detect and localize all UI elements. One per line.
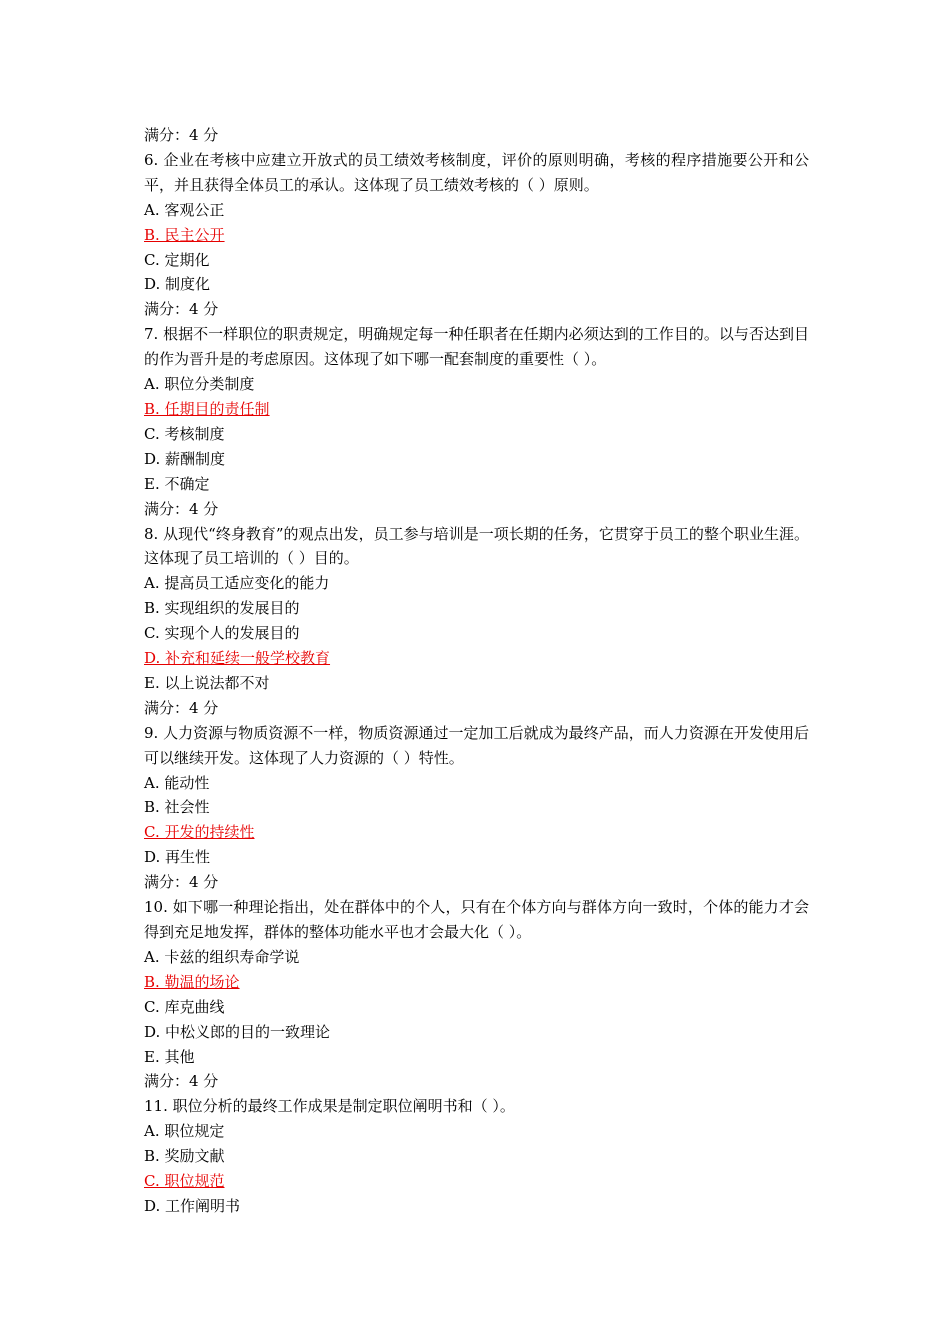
correct-answer-option: B. 任期目的责任制 [144,399,270,418]
question-text: 10. 如下哪一种理论指出，处在群体中的个人，只有在个体方向与群体方向一致时，个体的能力才会得到充足地发挥，群体的整体功能水平也才会最大化（ ）。 [144,898,809,941]
answer-option: E. 不确定 [144,474,210,493]
answer-option: E. 其他 [144,1047,195,1066]
answer-option: A. 卡兹的组织寿命学说 [144,947,300,966]
correct-answer-option: B. 勒温的场论 [144,972,240,991]
score-line: 满分：4 分 [144,873,219,892]
answer-option: E. 以上说法都不对 [144,673,270,692]
score-line: 满分：4 分 [144,698,219,717]
answer-option: C. 实现个人的发展目的 [144,624,300,643]
answer-option: D. 薪酬制度 [144,449,226,468]
answer-option: A. 提高员工适应变化的能力 [144,574,330,593]
question-text: 6. 企业在考核中应建立开放式的员工绩效考核制度，评价的原则明确，考核的程序措施要公开和公平，并且获得全体员工的承认。这体现了员工绩效考核的（ ）原则。 [144,150,809,194]
answer-option: C. 库克曲线 [144,997,225,1016]
answer-option: D. 制度化 [144,275,211,294]
correct-answer-option: C. 开发的持续性 [144,823,255,842]
score-line: 满分：4 分 [144,499,219,518]
question-text: 7. 根据不一样职位的职责规定，明确规定每一种任职者在任期内必须达到的工作目的。以与否达到目的作为晋升是的考虑原因。这体现了如下哪一配套制度的重要性（ ）。 [144,325,809,369]
question-block [144,148,809,322]
score-line: 满分：4 分 [144,300,219,319]
question-text: 9. 人力资源与物质资源不一样，物质资源通过一定加工后就成为最终产品，而人力资源在开发使用后可以继续开发。这体现了人力资源的（ ）特性。 [144,723,809,767]
correct-answer-option: B. 民主公开 [144,225,225,244]
answer-option: B. 实现组织的发展目的 [144,599,300,618]
answer-option: A. 客观公正 [144,200,225,219]
answer-option: D. 再生性 [144,848,211,867]
answer-option: A. 职位分类制度 [144,375,255,394]
question-text: 8. 从现代“终身教育”的观点出发，员工参与培训是一项长期的任务，它贯穿于员工的整个职业生涯。这体现了员工培训的（ ）目的。 [144,524,809,568]
question-block [144,322,809,521]
score-line: 满分：4 分 [144,1072,219,1091]
correct-answer-option: C. 职位规范 [144,1172,225,1191]
answer-option: D. 中松义郎的目的一致理论 [144,1022,331,1041]
answer-option: A. 职位规定 [144,1122,225,1141]
question-text: 11. 职位分析的最终工作成果是制定职位阐明书和（ ）。 [144,1097,515,1116]
answer-option: B. 社会性 [144,798,210,817]
answer-option: C. 定期化 [144,250,210,269]
correct-answer-option: D. 补充和延续一般学校教育 [144,649,331,668]
question-block [144,522,809,721]
score-line: 满分：4 分 [144,126,219,144]
answer-option: D. 工作阐明书 [144,1196,241,1215]
answer-option: C. 考核制度 [144,424,225,443]
document-page [144,123,809,1219]
answer-option: B. 奖励文献 [144,1147,225,1166]
question-block [144,895,809,1094]
question-block [144,721,809,895]
question-block [144,1094,809,1219]
answer-option: A. 能动性 [144,773,210,792]
question-list [144,148,809,1219]
